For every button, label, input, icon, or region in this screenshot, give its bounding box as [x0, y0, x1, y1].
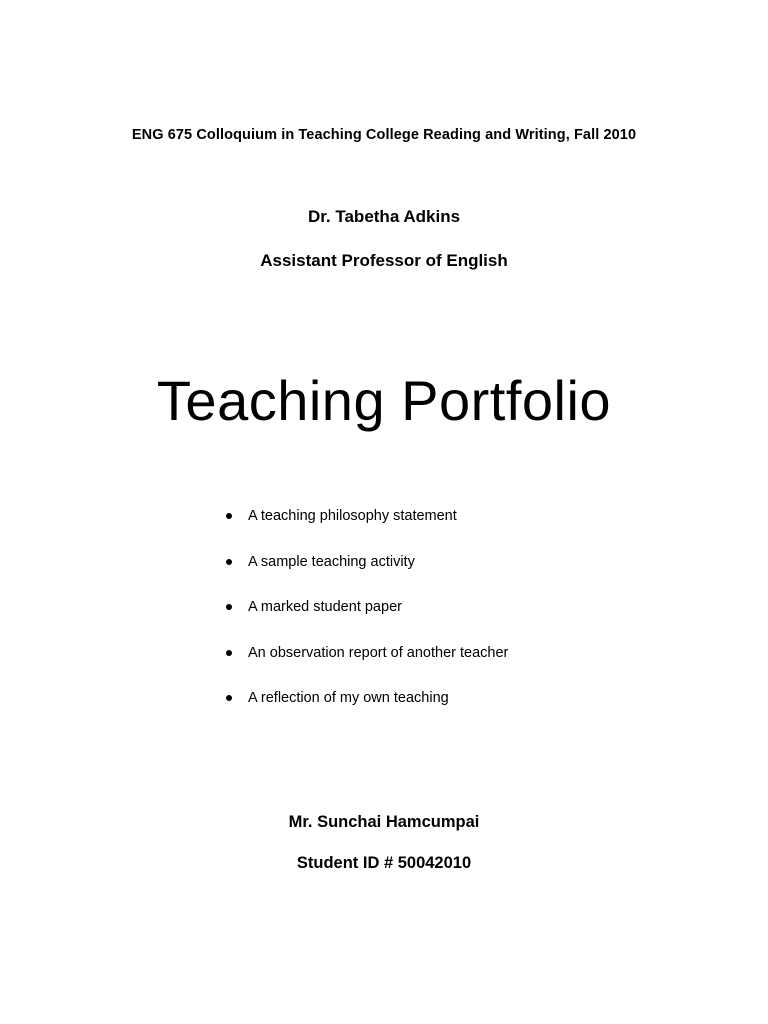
document-title: Teaching Portfolio — [156, 369, 612, 432]
course-line: ENG 675 Colloquium in Teaching College Reading and Writing, Fall 2010 — [131, 127, 637, 143]
bullet-icon — [226, 513, 232, 519]
list-item — [226, 642, 508, 688]
list-item — [226, 687, 508, 733]
student-id: Student ID # 50042010 — [296, 854, 472, 872]
list-item — [226, 505, 508, 551]
list-item-text: A teaching philosophy statement — [248, 508, 457, 524]
list-item-text: A marked student paper — [248, 599, 402, 615]
list-item — [226, 596, 508, 642]
student-name: Mr. Sunchai Hamcumpai — [288, 813, 480, 831]
list-item — [226, 551, 508, 597]
list-item-text: A reflection of my own teaching — [248, 690, 449, 706]
bullet-icon — [226, 650, 232, 656]
list-item-text: A sample teaching activity — [248, 553, 415, 570]
bullet-icon — [226, 695, 232, 701]
instructor-title: Assistant Professor of English — [260, 251, 508, 270]
bullet-icon — [226, 559, 232, 565]
bullet-icon — [226, 604, 232, 610]
list-item-text: An observation report of another teacher — [248, 644, 509, 661]
instructor-name: Dr. Tabetha Adkins — [307, 207, 461, 226]
contents-list — [226, 505, 508, 733]
